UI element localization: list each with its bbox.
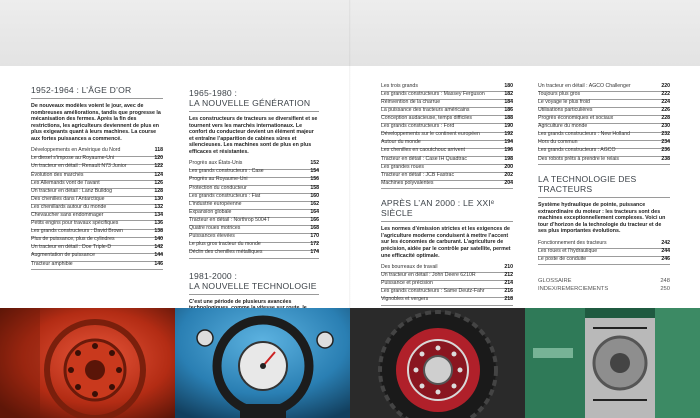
toc-entry-page: 162 — [310, 200, 319, 207]
toc-entry-label: Des robots prêts à prendre le relais — [538, 155, 620, 162]
toc-column-2 — [189, 88, 319, 344]
toc-entry — [538, 157, 670, 165]
toc-entry-page: 230 — [661, 123, 670, 130]
red-wheel-hub-photo — [350, 308, 525, 418]
toc-entry-page: 124 — [154, 171, 163, 178]
toc-entry-label: Plus de puissance, plus de cylindres — [31, 236, 115, 243]
toc-entry-page: 192 — [504, 131, 513, 138]
toc-entry-page: 218 — [504, 296, 513, 303]
toc-entry-page: 170 — [310, 233, 319, 240]
toc-entry-page: 130 — [154, 195, 163, 202]
toc-entry-page: 194 — [504, 139, 513, 146]
red-tractor-wheel-photo — [0, 308, 175, 418]
toc-entry-page: 158 — [310, 184, 319, 191]
toc-entry-label: Un tracteur en détail : Lanz Bulldog — [31, 187, 113, 194]
back-matter-entry — [538, 277, 670, 285]
toc-entry — [381, 298, 513, 306]
section-rule — [189, 111, 319, 112]
toc-entry-page: 142 — [154, 244, 163, 251]
section-title-era: 1981-2000 : — [189, 270, 238, 281]
toc-entry-page: 126 — [154, 179, 163, 186]
toc-entry-label: Progrès au Royaume-Uni — [189, 176, 248, 183]
toc-entry-label: Utilisations particulières — [538, 106, 593, 113]
toc-list — [538, 241, 670, 265]
toc-entry — [31, 262, 163, 270]
section-intro: Les normes d’émission strictes et les exigences de l’agriculture moderne conduisent à mettre l’accent sur les économies de carburant. L’agriculture de précision, aidée par le contrôle par satellite, permet une efficacité optimale. — [381, 226, 511, 259]
toc-list — [538, 84, 670, 165]
toc-entry — [189, 251, 319, 259]
toc-entry-label: Développements en Amérique du Nord — [31, 147, 121, 154]
toc-entry-page: 174 — [310, 249, 319, 256]
toc-entry-page: 140 — [154, 236, 163, 243]
toc-entry-label: Les grands constructeurs : Ford — [381, 123, 455, 130]
toc-entry — [381, 181, 513, 189]
toc-entry-page: 190 — [504, 123, 513, 130]
toc-entry-label: Puissance et précision — [381, 280, 433, 287]
toc-entry-page: 164 — [310, 208, 319, 215]
toc-entry-page: 226 — [661, 106, 670, 113]
section-title: LA TECHNOLOGIE DES TRACTEURS — [538, 173, 637, 194]
toc-entry-page: 202 — [504, 171, 513, 178]
section-rule — [31, 98, 163, 99]
toc-entry-label: Petits engins pour travaux spécifiques — [31, 220, 119, 227]
section-rule — [189, 294, 319, 295]
toc-entry-page: 118 — [154, 147, 163, 154]
toc-entry-label: Les grandes roues — [381, 163, 424, 170]
toc-entry-label: Chevaucher sans endommager — [31, 212, 104, 218]
toc-entry-page: 152 — [310, 160, 319, 167]
toc-list — [31, 149, 163, 270]
toc-entry-label: Autour du monde — [381, 139, 421, 146]
toc-entry-page: 198 — [504, 155, 513, 162]
toc-column-1 — [31, 85, 163, 270]
toc-entry-label: Quatre roues motrices — [189, 225, 241, 231]
toc-entry-page: 244 — [661, 247, 670, 254]
toc-entry-page: 182 — [504, 90, 513, 97]
toc-entry-label: Les Allemands vont de l’avant — [31, 179, 100, 186]
toc-list — [381, 84, 513, 189]
toc-entry-page: 154 — [310, 168, 319, 175]
toc-entry-page: 128 — [154, 187, 163, 194]
back-matter-page: 250 — [660, 286, 670, 293]
toc-entry-label: Les grands constructeurs : Same Deutz-Fahr — [381, 288, 485, 295]
toc-column-4 — [538, 84, 670, 293]
toc-entry-page: 232 — [661, 131, 670, 138]
toc-entry-page: 214 — [504, 280, 513, 287]
section-title-era: 1965-1980 : — [189, 88, 238, 98]
toc-entry-page: 224 — [661, 98, 670, 105]
section-title: LA NOUVELLE GÉNÉRATION — [189, 98, 311, 108]
toc-list — [189, 162, 319, 259]
toc-entry-page: 228 — [661, 115, 670, 122]
toc-entry-page: 144 — [154, 252, 163, 259]
toc-entry-label: L’industrie européenne — [189, 200, 242, 207]
toc-entry-label: Les chenillards autour du monde — [31, 203, 107, 210]
green-engine-photo — [525, 308, 700, 418]
toc-entry-page: 160 — [310, 192, 319, 199]
back-matter-label: GLOSSAIRE — [538, 278, 572, 285]
toc-entry-label: Les grands constructeurs : AGCO — [538, 147, 616, 154]
toc-entry-label: Des bourreaux de travail — [381, 263, 438, 270]
toc-entry-label: Les grands constructeurs : New Holland — [538, 131, 630, 138]
toc-entry-page: 146 — [154, 260, 163, 267]
back-matter-label: INDEX/REMERCIEMENTS — [538, 286, 609, 293]
photo-strip — [0, 308, 700, 418]
toc-entry-label: Le plus gros tracteur du monde — [189, 241, 261, 248]
toc-entry-page: 188 — [504, 115, 513, 122]
toc-entry-page: 132 — [154, 203, 163, 210]
toc-entry-page: 136 — [154, 220, 163, 227]
section-intro: Système hydraulique de pointe, puissance extraordinaire du moteur : les tracteurs sont des machines exceptionnellement complexes. Voici un tour d’horizon de la technologie du tracteur et de ses plus importantes évolutions. — [538, 201, 666, 235]
toc-entry-page: 186 — [504, 106, 513, 113]
toc-entry-page: 246 — [661, 255, 670, 262]
toc-entry-label: Un tracteur en détail : AGCO Challenger — [538, 82, 631, 89]
toc-entry-page: 234 — [661, 139, 670, 146]
toc-entry-page: 168 — [310, 225, 319, 231]
toc-entry-label: Fonctionnement des tracteurs — [538, 239, 607, 246]
back-matter-entry — [538, 285, 670, 293]
toc-entry-page: 220 — [661, 82, 670, 89]
toc-entry-page: 236 — [661, 147, 670, 154]
toc-entry-label: Augmentation de puissance — [31, 252, 96, 259]
toc-entry-page: 242 — [661, 239, 670, 246]
toc-entry-label: Le poste de conduite — [538, 255, 587, 262]
back-matter-list — [538, 277, 670, 293]
section-title: APRÈS L’AN 2000 : LE XXIᵉ SIÈCLE — [381, 198, 495, 219]
back-matter-page: 248 — [660, 278, 670, 285]
toc-entry-label: Les grands constructeurs : Case — [189, 168, 264, 175]
toc-entry-page: 172 — [310, 241, 319, 248]
toc-entry-label: Conception audacieuse, temps difficiles — [381, 115, 473, 122]
section-rule — [381, 221, 513, 222]
toc-column-3 — [381, 84, 513, 306]
toc-entry-page: 210 — [504, 263, 513, 270]
toc-entry-page: 134 — [154, 212, 163, 218]
toc-entry-page: 196 — [504, 147, 513, 154]
toc-entry-label: Les chenilles en caoutchouc arrivent — [381, 147, 465, 154]
toc-entry-label: Réinvention de la charrue — [381, 98, 441, 105]
toc-entry-page: 180 — [504, 82, 513, 89]
toc-entry-label: Toujours plus gros — [538, 90, 581, 97]
toc-entry-page: 184 — [504, 98, 513, 105]
toc-entry-label: Les grands constructeurs : David Brown — [31, 228, 123, 235]
toc-entry-label: Développements sur le continent européen — [381, 131, 480, 138]
toc-entry-label: Le voyage le plus froid — [538, 98, 590, 105]
toc-entry-label: Déclin des chenilles métalliques — [189, 249, 263, 256]
toc-entry-page: 212 — [504, 271, 513, 278]
toc-entry-page: 238 — [661, 155, 670, 162]
toc-entry-page: 122 — [154, 163, 163, 170]
toc-entry-label: Évolution des marchés — [31, 171, 84, 178]
toc-entry-label: Agriculture du monde — [538, 123, 588, 130]
toc-entry-label: Le diesel s’impose au Royaume-Uni — [31, 155, 115, 162]
toc-entry-label: Un tracteur en détail : Renault N73 Junior — [31, 163, 127, 170]
toc-entry-label: Progrès économiques et sociaux — [538, 115, 614, 122]
toc-entry — [538, 257, 670, 265]
toc-entry-label: Tracteur en détail : JCB Fastrac — [381, 171, 455, 178]
toc-entry-label: Les roues et l’hydraulique — [538, 247, 598, 254]
section-title: LA NOUVELLE TECHNOLOGIE — [189, 280, 317, 291]
toc-entry-label: Tracteur en détail : Case IH Quadtrac — [381, 155, 468, 162]
toc-entry-page: 166 — [310, 216, 319, 223]
toc-entry-page: 200 — [504, 163, 513, 170]
toc-entry-label: Puissances élevées — [189, 233, 235, 240]
toc-entry-label: Machines polyvalentes — [381, 179, 434, 186]
section-rule — [538, 197, 670, 198]
toc-entry-page: 216 — [504, 288, 513, 295]
blue-tractor-dashboard-photo — [175, 308, 350, 418]
toc-entry-label: Les grands constructeurs : Fiat — [189, 192, 261, 199]
toc-entry-label: La puissance des tracteurs américains — [381, 106, 470, 113]
toc-entry-label: Expansion globale — [189, 208, 232, 215]
toc-entry-page: 204 — [504, 179, 513, 186]
section-intro: De nouveaux modèles voient le jour, avec de nombreuses améliorations, tandis que progresse la mécanisation des fermes. Après la fin des restrictions, les agriculteurs deviennent de plus en plus exigeants quant à leurs machines. La course aux fortes puissances a commencé. — [31, 103, 161, 142]
toc-entry-label: Les grands constructeurs : Massey Ferguson — [381, 90, 485, 97]
section-title: 1952-1964 : L’ÂGE D’OR — [31, 85, 132, 95]
toc-entry-label: Protection du conducteur — [189, 184, 247, 191]
toc-entry-label: Tracteur amphibie — [31, 260, 73, 267]
toc-entry-page: 138 — [154, 228, 163, 235]
toc-entry-label: Un tracteur en détail : John Deere 6210R — [381, 271, 476, 278]
toc-entry-page: 156 — [310, 176, 319, 183]
section-intro: Les constructeurs de tracteurs se diversifient et se tournent vers les marchés internationaux. Le confort du conducteur devient un élément majeur et entraîne l’apparition de cabines sûres et silencieuses. Les machines sont de plus en plus efficaces et résistantes. — [189, 116, 318, 155]
toc-entry-label: Des chenilles dans l’Antarctique — [31, 195, 105, 202]
toc-entry-label: Tracteur en détail : Northrop 5004T — [189, 216, 270, 223]
toc-entry-label: Vignobles et vergers — [381, 296, 429, 303]
toc-entry-label: Progrès aux États-Unis — [189, 160, 243, 167]
toc-entry-label: Hors du commun — [538, 139, 578, 146]
section-intro: C’est une période de plusieurs avancées — [189, 298, 292, 305]
toc-entry-page: 120 — [154, 155, 163, 162]
toc-entry-label: Les trois grands — [381, 82, 418, 89]
toc-entry-page: 222 — [661, 90, 670, 97]
toc-list — [381, 265, 513, 305]
toc-entry-label: Un tracteur en détail : Doe Triple-D — [31, 244, 112, 251]
